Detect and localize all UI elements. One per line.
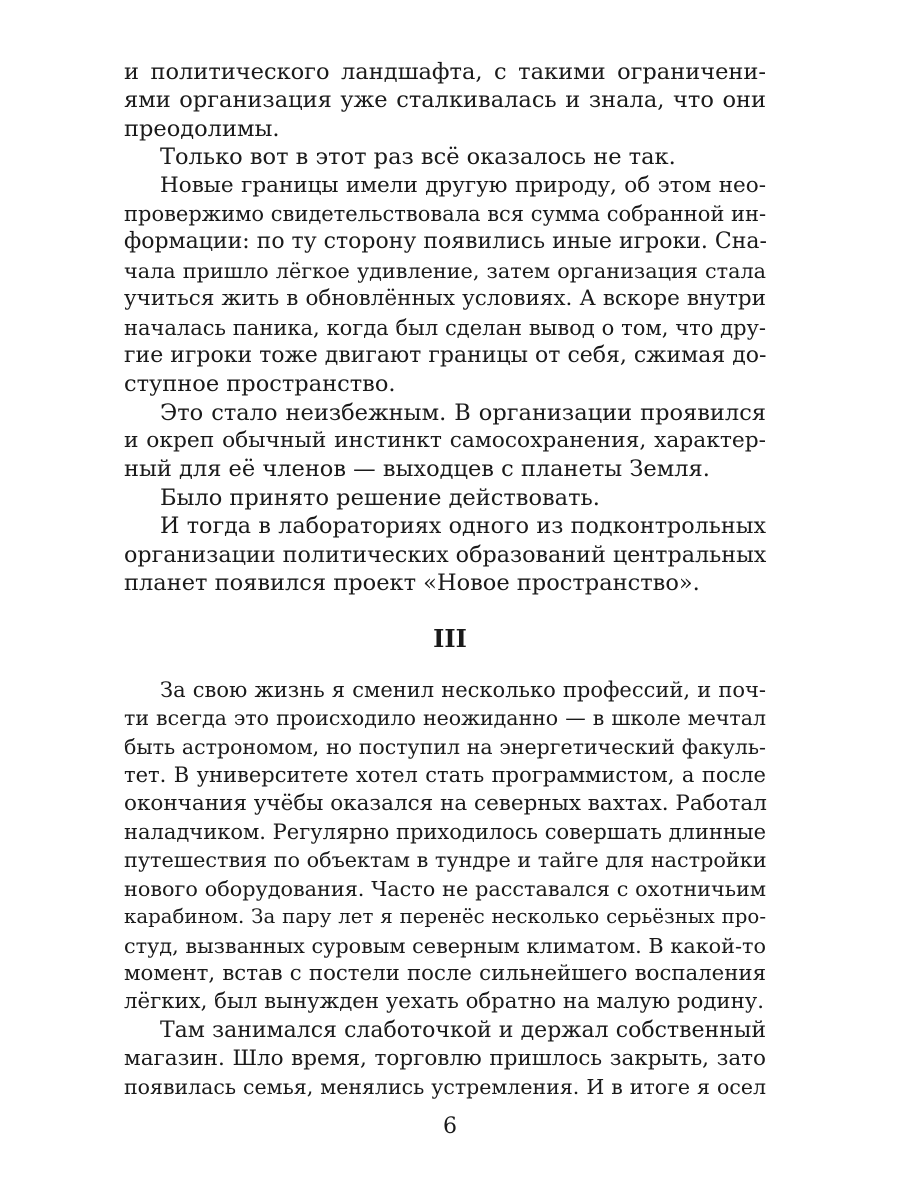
text-line: нового оборудования. Часто не расставался с охотничьим [124,876,766,901]
text-line: планет появился проект «Новое пространство». [124,570,700,597]
text-line: Там занимался слаботочкой и держал собственный [160,1017,766,1043]
text-line: чала пришло лёгкое удивление, затем организация стала [124,258,766,283]
text-line: формации: по ту сторону появились иные игроки. Сна- [124,229,767,255]
text-line: быть астрономом, но поступил на энергетический факуль- [124,734,766,759]
text-line: учиться жить в обновлённых условиях. А вскоре внутри [124,286,766,312]
text-line: Только вот в этот раз всё оказалось не так. [160,144,676,171]
text-line: тет. В университете хотел стать программистом, а после [124,763,766,788]
text-line: путешествия по объектам в тундре и тайге для настройки [124,848,767,873]
text-section-after-chapter [124,676,766,1102]
text-line: За свою жизнь я сменил несколько профессий, и поч- [160,678,766,702]
text-line: преодолимы. [124,115,280,142]
text-line: лёгких, был вынужден уехать обратно на малую родину. [124,989,765,1015]
text-line: И тогда в лабораториях одного из подконтрольных [160,513,766,540]
text-line: окончания учёбы оказался на северных вахтах. Работал [124,790,767,816]
text-line: момент, встав с постели после сильнейшего воспаления [124,960,766,986]
text-line: началась паника, когда был сделан вывод о том, что дру- [124,315,766,340]
text-line: провержимо свидетельствовала вся сумма собранной ин- [124,201,767,226]
text-line: ный для её членов — выходцев с планеты Земля. [124,456,710,483]
text-line: Новые границы имели другую природу, об этом нео- [160,172,766,198]
text-line: студ, вызванных суровым северным климатом. В какой-то [124,933,766,958]
text-line: и окреп обычный инстинкт самосохранения, характер- [124,428,766,454]
chapter-heading: III [433,624,467,653]
text-line: наладчиком. Регулярно приходилось совершать длинные [124,819,766,844]
text-line: ями организация уже сталкивалась и знала, что они [124,87,766,114]
text-line: и политического ландшафта, с такими ограничени- [124,59,766,85]
page-number: 6 [443,1114,457,1139]
text-line: ти всегда это происходило неожиданно — в школе мечтал [124,706,766,731]
text-line: Было принято решение действовать. [160,484,600,511]
text-line: ступное пространство. [124,371,396,398]
text-section-before-chapter [124,58,766,597]
text-line: Это стало неизбежным. В организации проявился [160,399,766,426]
text-line: организации политических образований центральных [124,541,767,568]
text-line: магазин. Шло время, торговлю пришлось закрыть, зато [124,1046,766,1072]
text-line: появилась семья, менялись устремления. И в итоге я осел [124,1075,766,1100]
text-line: гие игроки тоже двигают границы от себя, сжимая до- [124,342,767,368]
text-line: карабином. За пару лет я перенёс несколько серьёзных про- [124,905,766,929]
